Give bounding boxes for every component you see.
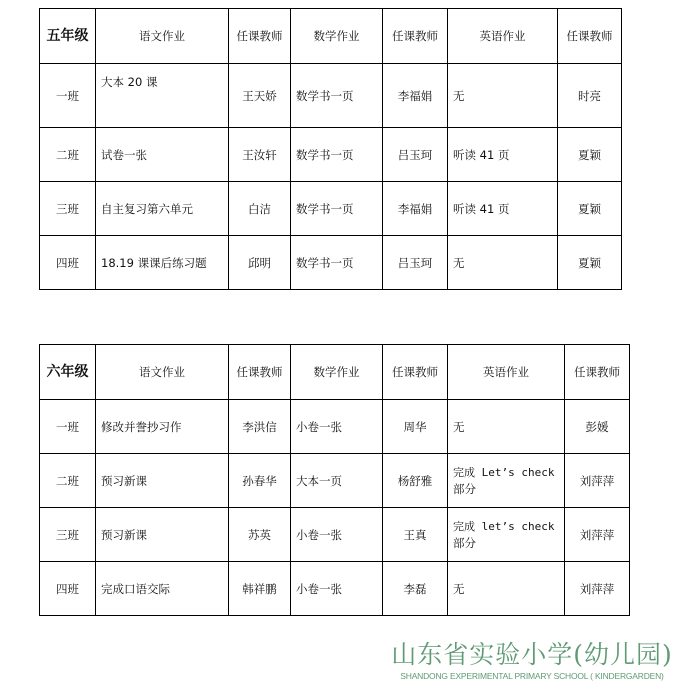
class-cell: 三班 xyxy=(40,508,96,562)
grade6-homework-table xyxy=(39,344,630,616)
teacher-cell: 王真 xyxy=(383,508,448,562)
teacher-cell: 李福娟 xyxy=(383,182,448,236)
english-homework-cell: 无 xyxy=(448,562,565,616)
teacher-cell: 时亮 xyxy=(558,64,622,128)
table-row xyxy=(40,64,622,128)
teacher-cell: 吕玉珂 xyxy=(383,128,448,182)
header-math-homework: 数学作业 xyxy=(291,9,383,64)
english-homework-line: 完成 Let’s check xyxy=(453,465,555,479)
chinese-homework-cell: 18.19 课课后练习题 xyxy=(96,236,229,290)
chinese-homework-cell: 预习新课 xyxy=(96,508,229,562)
header-teacher: 任课教师 xyxy=(383,345,448,400)
watermark-chinese: 山东省实验小学(幼儿园) xyxy=(391,640,673,669)
teacher-cell: 王汝轩 xyxy=(229,128,291,182)
english-homework-line: 部分 xyxy=(453,535,476,550)
teacher-cell: 李福娟 xyxy=(383,64,448,128)
english-homework-cell: 无 xyxy=(448,236,558,290)
math-homework-cell: 数学书一页 xyxy=(291,236,383,290)
teacher-cell: 杨舒雅 xyxy=(383,454,448,508)
grade-title: 六年级 xyxy=(40,345,96,400)
class-cell: 三班 xyxy=(40,182,96,236)
chinese-homework-cell: 大本 20 课 xyxy=(96,64,229,128)
watermark-english: SHANDONG EXPERIMENTAL PRIMARY SCHOOL ( KINDERGARDEN) xyxy=(400,671,664,681)
teacher-cell: 苏英 xyxy=(229,508,291,562)
header-math-homework: 数学作业 xyxy=(291,345,383,400)
teacher-cell: 吕玉珂 xyxy=(383,236,448,290)
teacher-cell: 周华 xyxy=(383,400,448,454)
class-cell: 四班 xyxy=(40,562,96,616)
english-homework-cell xyxy=(448,454,565,508)
english-homework-cell xyxy=(448,508,565,562)
chinese-homework-cell: 试卷一张 xyxy=(96,128,229,182)
english-homework-cell: 无 xyxy=(448,64,558,128)
teacher-cell: 李洪信 xyxy=(229,400,291,454)
chinese-homework-cell: 自主复习第六单元 xyxy=(96,182,229,236)
teacher-cell: 孙春华 xyxy=(229,454,291,508)
english-homework-cell: 听读 41 页 xyxy=(448,182,558,236)
class-cell: 一班 xyxy=(40,400,96,454)
table-header-row xyxy=(40,345,630,400)
grade5-homework-table xyxy=(39,8,622,290)
teacher-cell: 王天娇 xyxy=(229,64,291,128)
teacher-cell: 刘萍萍 xyxy=(565,508,630,562)
header-teacher: 任课教师 xyxy=(565,345,630,400)
table-row xyxy=(40,236,622,290)
math-homework-cell: 数学书一页 xyxy=(291,182,383,236)
table-row xyxy=(40,508,630,562)
teacher-cell: 刘萍萍 xyxy=(565,454,630,508)
class-cell: 一班 xyxy=(40,64,96,128)
teacher-cell: 夏颖 xyxy=(558,128,622,182)
header-teacher: 任课教师 xyxy=(383,9,448,64)
header-teacher: 任课教师 xyxy=(229,345,291,400)
chinese-homework-cell: 修改并誊抄习作 xyxy=(96,400,229,454)
chinese-homework-cell: 预习新课 xyxy=(96,454,229,508)
teacher-cell: 彭媛 xyxy=(565,400,630,454)
math-homework-cell: 小卷一张 xyxy=(291,508,383,562)
teacher-cell: 夏颖 xyxy=(558,182,622,236)
table-header-row xyxy=(40,9,622,64)
chinese-homework-cell: 完成口语交际 xyxy=(96,562,229,616)
header-chinese-homework: 语文作业 xyxy=(96,9,229,64)
teacher-cell: 夏颖 xyxy=(558,236,622,290)
header-teacher: 任课教师 xyxy=(558,9,622,64)
table-row xyxy=(40,562,630,616)
header-chinese-homework: 语文作业 xyxy=(96,345,229,400)
english-homework-cell: 无 xyxy=(448,400,565,454)
teacher-cell: 韩祥鹏 xyxy=(229,562,291,616)
english-homework-line: 部分 xyxy=(453,481,476,496)
teacher-cell: 白洁 xyxy=(229,182,291,236)
math-homework-cell: 小卷一张 xyxy=(291,562,383,616)
header-teacher: 任课教师 xyxy=(229,9,291,64)
math-homework-cell: 大本一页 xyxy=(291,454,383,508)
header-english-homework: 英语作业 xyxy=(448,345,565,400)
grade-title: 五年级 xyxy=(40,9,96,64)
teacher-cell: 李磊 xyxy=(383,562,448,616)
teacher-cell: 刘萍萍 xyxy=(565,562,630,616)
class-cell: 二班 xyxy=(40,454,96,508)
header-english-homework: 英语作业 xyxy=(448,9,558,64)
math-homework-cell: 小卷一张 xyxy=(291,400,383,454)
table-row xyxy=(40,182,622,236)
english-homework-line: 完成 let’s check xyxy=(453,519,555,533)
table-row xyxy=(40,400,630,454)
class-cell: 二班 xyxy=(40,128,96,182)
table-row xyxy=(40,128,622,182)
math-homework-cell: 数学书一页 xyxy=(291,128,383,182)
english-homework-cell: 听读 41 页 xyxy=(448,128,558,182)
math-homework-cell: 数学书一页 xyxy=(291,64,383,128)
table-row xyxy=(40,454,630,508)
teacher-cell: 邱明 xyxy=(229,236,291,290)
class-cell: 四班 xyxy=(40,236,96,290)
school-watermark xyxy=(384,640,680,682)
